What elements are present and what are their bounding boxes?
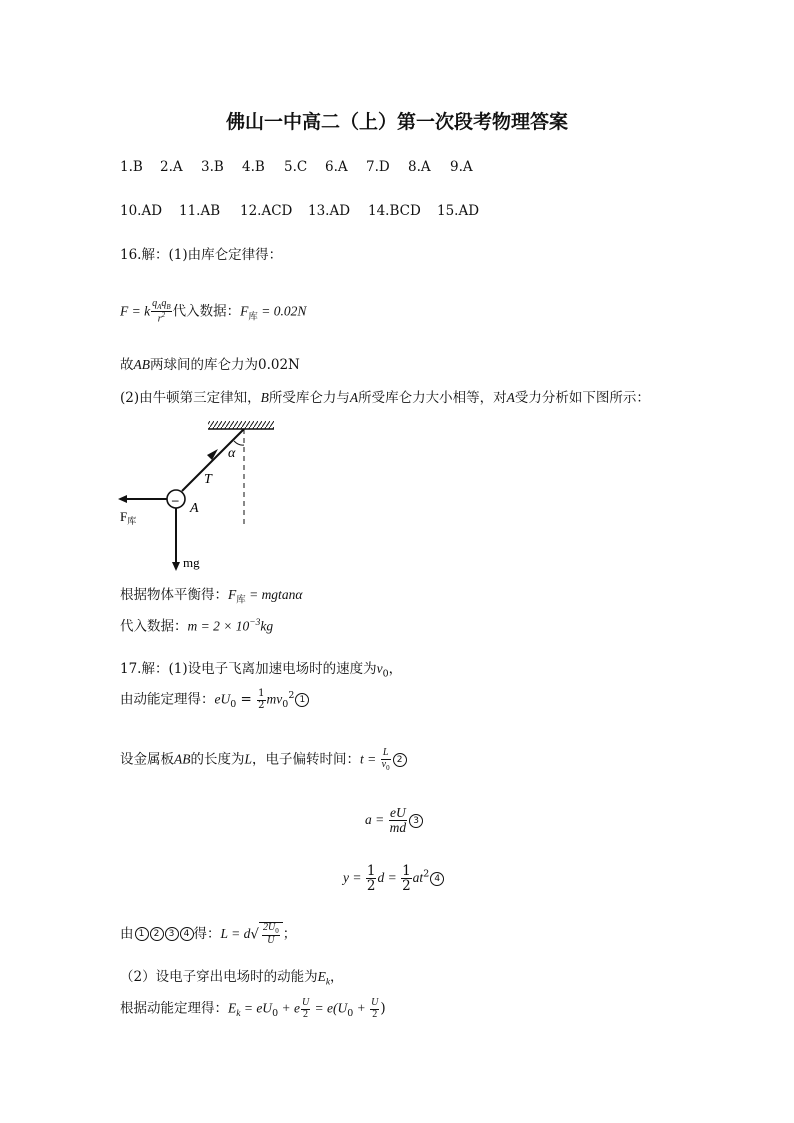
tension-arrowhead — [207, 449, 218, 460]
ceiling-hatch — [208, 421, 274, 429]
angle-arc — [234, 441, 244, 445]
q17-plate-length: 设金属板AB的长度为L，电子偏转时间：t = $\frac{L}{v_0}$ 2 — [120, 748, 407, 772]
substitute-label: 代入数据： — [172, 303, 241, 320]
coulomb-force-value: = 0.02N — [257, 303, 307, 319]
choice-answer: 6.A — [325, 159, 348, 175]
choice-answer: 3.B — [201, 159, 224, 175]
q17-header: 17.解：(1)设电子飞离加速电场时的速度为$v_0$， — [120, 661, 403, 680]
choice-answer: 2.A — [160, 159, 183, 175]
equation-mark-3: 3 — [409, 814, 423, 828]
coulomb-arrowhead — [118, 495, 127, 503]
choice-answer: 15.AD — [437, 203, 480, 219]
displacement-half-1: $\frac{1}{2}$ — [366, 863, 376, 895]
choice-answer: 10.AD — [120, 203, 163, 219]
q16-mass: 代入数据：$m = 2 \times 10^{-3}kg$ — [120, 618, 274, 635]
choice-answer: 13.AD — [308, 203, 351, 219]
coulomb-fraction: $\frac{q_Aq_B}{r^2}$ — [152, 298, 171, 325]
time-fraction: $\frac{L}{v_0}$ — [381, 747, 390, 772]
combine-mark-4: 4 — [180, 927, 194, 941]
formula-lhs: F = k — [120, 303, 151, 319]
q16-balance: 根据物体平衡得：$F_库 = mgtan\alpha$ — [120, 587, 303, 606]
q17-part2: （2）设电子穿出电场时的动能为$E_k$， — [120, 969, 344, 988]
force-diagram — [110, 415, 280, 575]
coulomb-force-label: $F_库$ — [120, 509, 137, 526]
point-a-label: A — [190, 501, 199, 516]
combine-mark-1: 1 — [135, 927, 149, 941]
acceleration-fraction: $\frac{eU}{md}$ — [389, 805, 407, 836]
square-root: √ $\frac{2U_0}{U}$ — [250, 922, 282, 947]
choice-answer: 4.B — [242, 159, 265, 175]
choice-answer: 9.A — [450, 159, 473, 175]
q17-combined-result: 由 1 2 3 4 得：L = d√ $\frac{2U_0}{U}$ ； — [120, 922, 297, 947]
choice-answer: 7.D — [366, 159, 390, 175]
q16-conclusion: 故AB两球间的库仑力为0.02N — [120, 357, 300, 373]
choice-answer: 11.AB — [179, 203, 221, 219]
choice-answer: 12.ACD — [240, 203, 293, 219]
page-title: 佛山一中高二（上）第一次段考物理答案 — [225, 111, 568, 133]
half-fraction: $\frac{1}{2}$ — [258, 688, 265, 711]
q16-part2: (2)由牛顿第三定律知，B所受库仑力与A所受库仑力大小相等，对A受力分析如下图所示： — [120, 390, 650, 406]
q17-displacement: y = $\frac{1}{2}$ d = $\frac{1}{2}$ $at^2$ 4 — [343, 864, 444, 893]
q17-final-equation: 根据动能定理得：$E_k = eU_0 + e$ $\frac{U}{2}$ = $e(U_0$ + $\frac{U}{2}$ ) — [120, 997, 386, 1020]
displacement-half-2: $\frac{1}{2}$ — [402, 863, 411, 895]
equation-mark-4: 4 — [430, 872, 444, 886]
weight-arrowhead — [172, 562, 180, 571]
equation-mark-2: 2 — [393, 753, 407, 767]
tension-label: T — [204, 472, 212, 487]
equation-mark-1: 1 — [295, 693, 309, 707]
choice-answer: 8.A — [408, 159, 431, 175]
charge-sign: – — [172, 492, 179, 507]
combine-mark-2: 2 — [150, 927, 164, 941]
alpha-label: α — [228, 446, 236, 461]
q16-coulomb-formula: F = k $\frac{q_Aq_B}{r^2}$ 代入数据：$F_库 = 0.02N$ — [120, 298, 307, 325]
weight-label: mg — [183, 555, 200, 570]
choice-answer: 14.BCD — [368, 203, 421, 219]
choice-answer: 5.C — [284, 159, 308, 175]
choice-answer: 1.B — [120, 159, 143, 175]
q17-acceleration: a = $\frac{eU}{md}$ 3 — [365, 806, 423, 835]
combine-mark-3: 3 — [165, 927, 179, 941]
q16-header: 16.解：(1)由库仑定律得： — [120, 247, 283, 263]
q17-energy-equation: 由动能定理得：$eU_0$ = $\frac{1}{2}$ $mv_0^2$ 1 — [120, 689, 309, 711]
